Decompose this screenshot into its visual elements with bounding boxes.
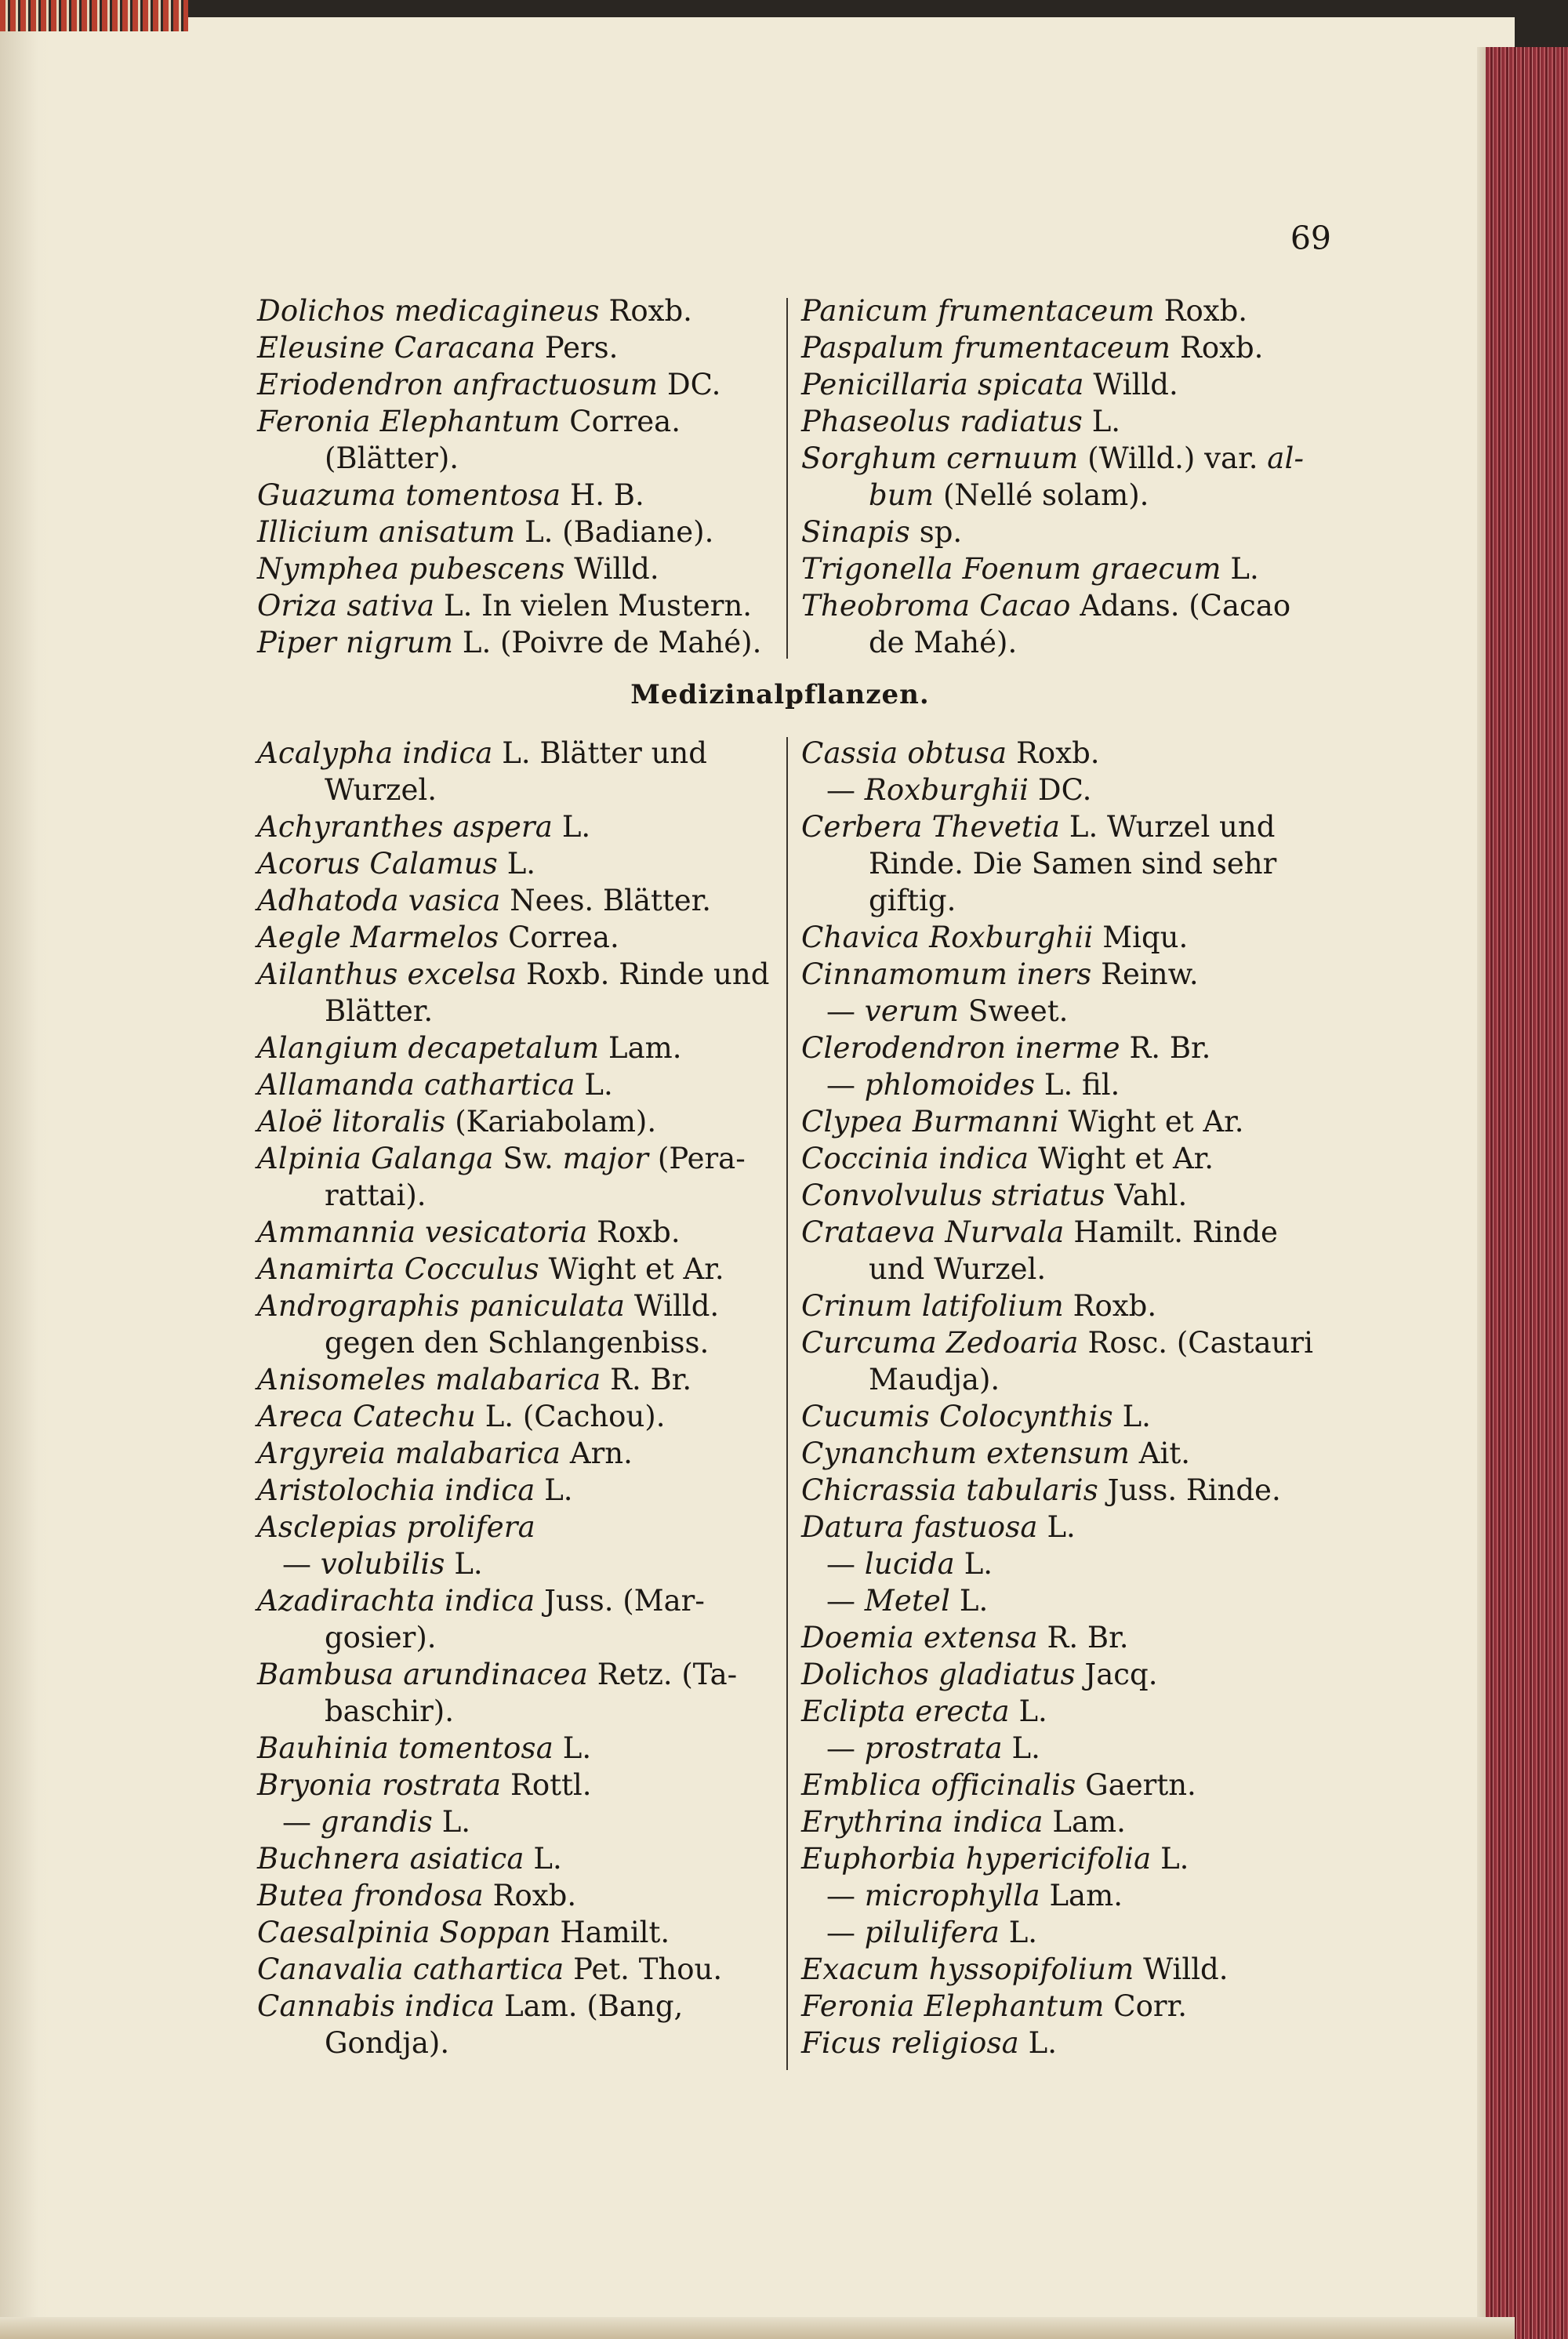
list-item (257, 1914, 769, 1951)
authority-text: L. (Cachou). (475, 1400, 666, 1433)
list-item (801, 1767, 1313, 1803)
species-name: Eleusine Caracana (257, 331, 536, 365)
top-right-column (801, 292, 1304, 661)
list-item (801, 808, 1313, 845)
list-item (257, 956, 769, 993)
list-item (801, 1435, 1313, 1472)
authority-text: Sw. (493, 1142, 563, 1175)
species-name: Anamirta Cocculus (257, 1252, 539, 1286)
list-item (801, 403, 1304, 440)
authority-text: Wight et Ar. (1058, 1105, 1244, 1139)
species-name: Theobroma Cacao (801, 589, 1071, 623)
authority-text: Corr. (1104, 1989, 1187, 2023)
list-item (801, 477, 1304, 514)
species-name: bum (869, 478, 935, 512)
list-item (801, 440, 1304, 477)
species-name: prostrata (864, 1731, 1003, 1765)
authority-text: Roxb. (1154, 294, 1248, 328)
authority-text: Retz. (Ta- (587, 1658, 738, 1691)
species-name: Canavalia cathartica (257, 1952, 564, 1986)
authority-text: R. Br. (1037, 1621, 1129, 1654)
list-item (801, 1066, 1313, 1103)
species-name: Feronia Elephantum (257, 405, 561, 438)
authority-text: DC. (658, 368, 721, 401)
list-item (257, 1619, 769, 1656)
continuation-text: Wurzel. (325, 773, 437, 807)
species-name: Ficus religiosa (801, 2026, 1019, 2060)
list-item (257, 882, 769, 919)
list-item (801, 550, 1304, 587)
species-name: Achyranthes aspera (257, 810, 554, 844)
species-name: Cannabis indica (257, 1989, 495, 2023)
authority-text: sp. (909, 515, 963, 549)
continuation-text: Rinde. Die Samen sind sehr (869, 847, 1277, 881)
list-item (257, 1324, 769, 1361)
list-item (257, 1656, 769, 1693)
list-item (801, 1951, 1313, 1988)
species-name: Phaseolus radiatus (801, 405, 1083, 438)
species-name: Cassia obtusa (801, 736, 1007, 770)
ditto-dash: — (282, 1805, 321, 1839)
species-name: Anisomeles malabarica (257, 1363, 601, 1396)
authority-text: L. (1221, 552, 1259, 586)
list-item (801, 1730, 1313, 1767)
list-item (257, 1840, 769, 1877)
species-name: Bryonia rostrata (257, 1768, 502, 1802)
column-divider-bottom (786, 737, 788, 2070)
list-item (801, 1472, 1313, 1509)
authority-text: L. (1018, 2026, 1057, 2060)
list-item (801, 514, 1304, 550)
list-item (257, 1177, 769, 1214)
authority-text: Rosc. (Castauri (1078, 1326, 1313, 1360)
species-name: Clerodendron inerme (801, 1031, 1120, 1065)
continuation-text: rattai). (325, 1179, 426, 1212)
authority-text: Miqu. (1093, 921, 1189, 954)
ditto-dash: — (826, 1879, 865, 1912)
list-item (801, 587, 1304, 624)
authority-text: Lam. (599, 1031, 682, 1065)
authority-text: R. Br. (601, 1363, 692, 1396)
page-number: 69 (1290, 220, 1331, 257)
authority-text: (Nellé solam). (934, 478, 1149, 512)
species-name: Buchnera asiatica (257, 1842, 524, 1876)
continuation-text: de Mahé). (869, 626, 1018, 659)
list-item (801, 1140, 1313, 1177)
species-name: Caesalpinia Soppan (257, 1916, 551, 1949)
authority-text: L. (497, 847, 536, 881)
authority-text: Wight et Ar. (539, 1252, 724, 1286)
species-name: Nymphea pubescens (257, 552, 565, 586)
authority-text: L. (1082, 405, 1121, 438)
list-item (801, 1656, 1313, 1693)
top-left-column (257, 292, 761, 661)
list-item (801, 1803, 1313, 1840)
authority-text: Adans. (Cacao (1070, 589, 1291, 623)
species-name: Chavica Roxburghii (801, 921, 1094, 954)
species-name: Aegle Marmelos (257, 921, 499, 954)
book-headband (0, 0, 188, 31)
species-name: Dolichos gladiatus (801, 1658, 1076, 1691)
species-name: Panicum frumentaceum (801, 294, 1155, 328)
book-cover-edge (1486, 47, 1568, 2339)
list-item (801, 624, 1304, 661)
species-name: Oriza sativa (257, 589, 435, 623)
list-item (257, 403, 761, 440)
binding-gutter (0, 17, 55, 2339)
list-item (801, 735, 1313, 772)
list-item (801, 1619, 1313, 1656)
list-item (801, 1582, 1313, 1619)
authority-text: L. (1037, 1510, 1076, 1544)
list-item (257, 1140, 769, 1177)
species-name: Crataeva Nurvala (801, 1215, 1065, 1249)
authority-text: Juss. Rinde. (1098, 1473, 1281, 1507)
species-name: Feronia Elephantum (801, 1989, 1105, 2023)
authority-text: Correa. (560, 405, 681, 438)
species-name: Chicrassia tabularis (801, 1473, 1098, 1507)
authority-text: L. (553, 810, 591, 844)
species-name: Curcuma Zedoaria (801, 1326, 1079, 1360)
authority-text: L. fil. (1035, 1068, 1120, 1102)
species-name: Ailanthus excelsa (257, 957, 517, 991)
list-item (801, 292, 1304, 329)
authority-text: Hamilt. (550, 1916, 670, 1949)
species-name: lucida (864, 1547, 955, 1581)
continuation-text: Gondja). (325, 2026, 450, 2060)
list-item (801, 1103, 1313, 1140)
list-item (257, 1509, 769, 1545)
continuation-text: Maudja). (869, 1363, 1000, 1396)
list-item (257, 514, 761, 550)
list-item (257, 550, 761, 587)
authority-text: L. (999, 1916, 1038, 1949)
authority-text: Ait. (1130, 1436, 1190, 1470)
list-item (801, 845, 1313, 882)
list-item (257, 1288, 769, 1324)
authority-text: Roxb. (1171, 331, 1264, 365)
species-name: Acorus Calamus (257, 847, 498, 881)
species-name: volubilis (320, 1547, 445, 1581)
list-item (257, 1988, 769, 2025)
list-item (257, 366, 761, 403)
authority-text: L. (1151, 1842, 1189, 1876)
species-name: phlomoides (864, 1068, 1036, 1102)
list-item (257, 735, 769, 772)
species-name: Eclipta erecta (801, 1694, 1010, 1728)
species-name: Sorghum cernuum (801, 441, 1079, 475)
list-item (257, 1251, 769, 1288)
ditto-dash: — (826, 1547, 865, 1581)
authority-text: Roxb. (1063, 1289, 1157, 1323)
continuation-text: gosier). (325, 1621, 437, 1654)
ditto-dash: — (282, 1547, 321, 1581)
species-name: Crinum latifolium (801, 1289, 1064, 1323)
list-item (257, 1472, 769, 1509)
continuation-text: baschir). (325, 1694, 455, 1728)
list-item (801, 1545, 1313, 1582)
continuation-text: (Blätter). (325, 441, 459, 475)
authority-text: L. (432, 1805, 471, 1839)
species-name: Cinnamomum iners (801, 957, 1092, 991)
species-name: Bambusa arundinacea (257, 1658, 588, 1691)
continuation-text: und Wurzel. (869, 1252, 1047, 1286)
list-item (257, 292, 761, 329)
authority-text: Pet. Thou. (564, 1952, 723, 1986)
authority-text: L. (535, 1473, 573, 1507)
list-item (801, 1840, 1313, 1877)
species-name: Coccinia indica (801, 1142, 1029, 1175)
species-name: Aristolochia indica (257, 1473, 535, 1507)
list-item (801, 1914, 1313, 1951)
authority-text: Roxb. Rinde und (517, 957, 770, 991)
authority-text: R. Br. (1120, 1031, 1211, 1065)
authority-text: Nees. Blätter. (500, 884, 712, 917)
authority-text: L. (950, 1584, 989, 1618)
authority-text: Willd. (625, 1289, 720, 1323)
authority-text: L. (1002, 1731, 1040, 1765)
authority-text: Arn. (561, 1436, 633, 1470)
authority-text: L. Blätter und (492, 736, 707, 770)
list-item (801, 772, 1313, 808)
authority-text: L. (575, 1068, 613, 1102)
list-item (257, 624, 761, 661)
list-item (801, 1509, 1313, 1545)
authority-text: Roxb. (587, 1215, 681, 1249)
list-item (257, 1361, 769, 1398)
authority-text: H. B. (561, 478, 644, 512)
list-item (801, 1030, 1313, 1066)
authority-text: Gaertn. (1076, 1768, 1196, 1802)
authority-text: Lam. (Bang, (495, 1989, 684, 2023)
authority-text: L. (553, 1731, 592, 1765)
list-item (257, 1066, 769, 1103)
species-name: Areca Catechu (257, 1400, 476, 1433)
authority-text: Willd. (1083, 368, 1178, 401)
authority-text: (Pera- (648, 1142, 746, 1175)
species-name: Metel (864, 1584, 951, 1618)
list-item (801, 1214, 1313, 1251)
list-item (801, 1324, 1313, 1361)
species-name: Roxburghii (864, 773, 1029, 807)
page-bottom-edge (0, 2317, 1515, 2339)
species-name: Adhatoda vasica (257, 884, 501, 917)
species-name: Clypea Burmanni (801, 1105, 1059, 1139)
list-item (257, 1877, 769, 1914)
species-name: Bauhinia tomentosa (257, 1731, 554, 1765)
species-name: Emblica officinalis (801, 1768, 1076, 1802)
authority-text: L. (524, 1842, 562, 1876)
authority-text: Correa. (499, 921, 619, 954)
authority-text: L. (1112, 1400, 1151, 1433)
species-name: Argyreia malabarica (257, 1436, 561, 1470)
authority-text: Sweet. (959, 994, 1069, 1028)
species-name: Allamanda cathartica (257, 1068, 575, 1102)
authority-text: Willd. (1134, 1952, 1229, 1986)
species-name: Datura fastuosa (801, 1510, 1038, 1544)
authority-text: L. (445, 1547, 483, 1581)
bottom-left-column (257, 735, 769, 2061)
species-name: Butea frondosa (257, 1879, 484, 1912)
list-item (257, 993, 769, 1030)
species-name: Azadirachta indica (257, 1584, 535, 1618)
authority-text: L. Wurzel und (1060, 810, 1276, 844)
species-name: Alpinia Galanga (257, 1142, 494, 1175)
species-name: Cerbera Thevetia (801, 810, 1061, 844)
list-item (257, 329, 761, 366)
authority-text: Wight et Ar. (1029, 1142, 1214, 1175)
bottom-right-column (801, 735, 1313, 2061)
species-name: Exacum hyssopifolium (801, 1952, 1134, 1986)
ditto-dash: — (826, 1068, 865, 1102)
list-item (801, 882, 1313, 919)
authority-text: Lam. (1040, 1879, 1123, 1912)
continuation-text: giftig. (869, 884, 956, 917)
list-item (257, 2025, 769, 2061)
authority-text: Vahl. (1105, 1179, 1188, 1212)
authority-text: L. (Poivre de Mahé). (453, 626, 762, 659)
species-name: Paspalum frumentaceum (801, 331, 1171, 365)
species-name: Acalypha indica (257, 736, 493, 770)
list-item (257, 1030, 769, 1066)
list-item (257, 808, 769, 845)
authority-text: Roxb. (599, 294, 692, 328)
list-item (801, 329, 1304, 366)
ditto-dash: — (826, 773, 865, 807)
list-item (257, 1435, 769, 1472)
list-item (801, 1361, 1313, 1398)
list-item (257, 1214, 769, 1251)
species-name: grandis (320, 1805, 433, 1839)
list-item (801, 919, 1313, 956)
species-name: major (562, 1142, 649, 1175)
species-name: al- (1267, 441, 1305, 475)
authority-text: DC. (1029, 773, 1092, 807)
species-name: Euphorbia hypericifolia (801, 1842, 1152, 1876)
authority-text: Hamilt. Rinde (1064, 1215, 1278, 1249)
list-item (257, 1398, 769, 1435)
authority-text: Willd. (564, 552, 659, 586)
list-item (257, 919, 769, 956)
list-item (801, 993, 1313, 1030)
column-divider-top (786, 298, 788, 659)
authority-text: (Kariabolam). (445, 1105, 657, 1139)
authority-text: Jacq. (1075, 1658, 1158, 1691)
species-name: Doemia extensa (801, 1621, 1038, 1654)
species-name: Sinapis (801, 515, 910, 549)
species-name: Piper nigrum (257, 626, 454, 659)
ditto-dash: — (826, 1916, 865, 1949)
list-item (801, 1251, 1313, 1288)
list-item (801, 366, 1304, 403)
continuation-text: Blätter. (325, 994, 434, 1028)
authority-text: Lam. (1043, 1805, 1126, 1839)
species-name: Cucumis Colocynthis (801, 1400, 1113, 1433)
list-item (257, 1730, 769, 1767)
list-item (257, 1951, 769, 1988)
species-name: verum (864, 994, 960, 1028)
list-item (801, 2025, 1313, 2061)
list-item (257, 1582, 769, 1619)
species-name: Erythrina indica (801, 1805, 1044, 1839)
species-name: Asclepias prolifera (257, 1510, 535, 1544)
list-item (257, 1545, 769, 1582)
list-item (257, 1693, 769, 1730)
authority-text: Rottl. (501, 1768, 592, 1802)
authority-text: (Willd.) var. (1078, 441, 1268, 475)
authority-text: Roxb. (1007, 736, 1100, 770)
list-item (257, 1803, 769, 1840)
species-name: Cynanchum extensum (801, 1436, 1131, 1470)
list-item (801, 1693, 1313, 1730)
list-item (257, 587, 761, 624)
species-name: Trigonella Foenum graecum (801, 552, 1221, 586)
species-name: Andrographis paniculata (257, 1289, 626, 1323)
list-item (801, 1288, 1313, 1324)
species-name: Eriodendron anfractuosum (257, 368, 659, 401)
list-item (801, 1877, 1313, 1914)
list-item (801, 1988, 1313, 2025)
authority-text: L. (Badiane). (515, 515, 714, 549)
species-name: Illicium anisatum (257, 515, 516, 549)
ditto-dash: — (826, 1584, 865, 1618)
list-item (257, 1103, 769, 1140)
list-item (257, 845, 769, 882)
list-item (257, 440, 761, 477)
species-name: microphylla (864, 1879, 1040, 1912)
species-name: Aloë litoralis (257, 1105, 446, 1139)
list-item (801, 1177, 1313, 1214)
authority-text: Juss. (Mar- (535, 1584, 705, 1618)
list-item (801, 1398, 1313, 1435)
species-name: Ammannia vesicatoria (257, 1215, 588, 1249)
species-name: Penicillaria spicata (801, 368, 1084, 401)
authority-text: Roxb. (483, 1879, 577, 1912)
list-item (257, 1767, 769, 1803)
continuation-text: gegen den Schlangenbiss. (325, 1326, 710, 1360)
species-name: pilulifera (864, 1916, 1000, 1949)
authority-text: L. (1009, 1694, 1047, 1728)
species-name: Guazuma tomentosa (257, 478, 561, 512)
species-name: Convolvulus striatus (801, 1179, 1105, 1212)
list-item (257, 477, 761, 514)
authority-text: Pers. (535, 331, 619, 365)
species-name: Dolichos medicagineus (257, 294, 600, 328)
authority-text: L. (954, 1547, 993, 1581)
authority-text: L. In vielen Mustern. (434, 589, 753, 623)
ditto-dash: — (826, 994, 865, 1028)
section-heading: Medizinalpflanzen. (630, 679, 930, 710)
ditto-dash: — (826, 1731, 865, 1765)
list-item (801, 956, 1313, 993)
authority-text: Reinw. (1091, 957, 1199, 991)
species-name: Alangium decapetalum (257, 1031, 600, 1065)
list-item (257, 772, 769, 808)
